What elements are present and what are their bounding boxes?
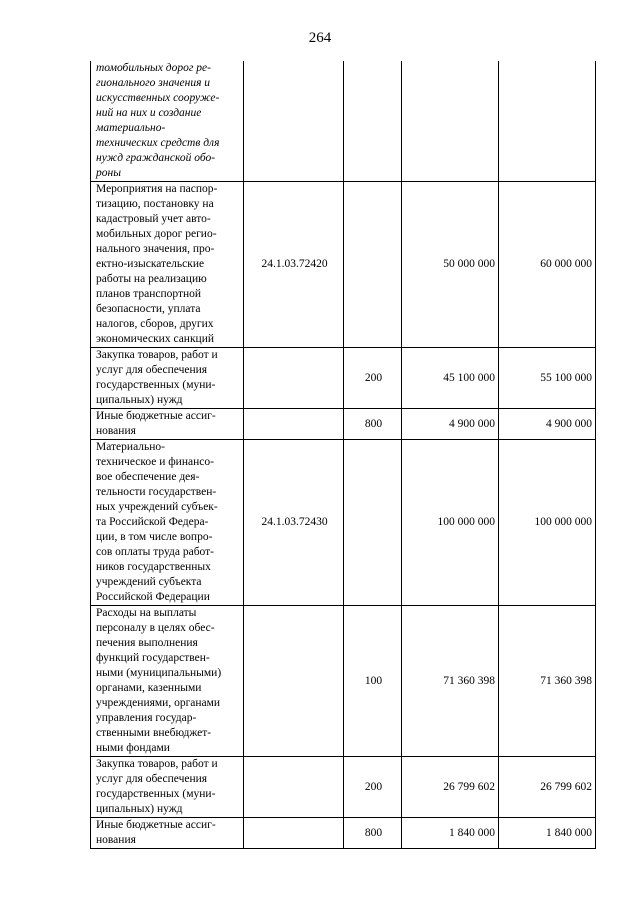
row-name: Расходы на выплаты персоналу в целях обес- печения выполнения функций государствен- ными (муниципальными) органами, казенными учреждениями, органами управления государ- ственными внебюджет- ными фондами (96, 607, 222, 754)
expense-type-cell (344, 61, 402, 182)
row-name: Иные бюджетные ассиг- нования (96, 819, 216, 846)
expense-type-cell: 800 (344, 409, 402, 440)
amount-year1-cell: 50 000 000 (402, 182, 499, 348)
amount-year2-cell: 100 000 000 (499, 440, 596, 606)
target-code-cell (244, 757, 344, 818)
expense-type-cell (344, 182, 402, 348)
expense-type-cell: 200 (344, 348, 402, 409)
expense-type-cell (344, 440, 402, 606)
row-name: Материально- техническое и финансо- вое обеспечение дея- тельности государствен- ных учреждений субъек- та Российской Федера- ции, в том числе вопро- сов оплаты труда работ- ников государственных учреждений субъекта Российской Федерации (96, 441, 218, 603)
amount-year1-cell: 4 900 000 (402, 409, 499, 440)
row-name-cell (91, 606, 244, 757)
row-name-cell (91, 757, 244, 818)
amount-year1-cell: 100 000 000 (402, 440, 499, 606)
amount-year1-cell: 26 799 602 (402, 757, 499, 818)
target-code-cell (244, 818, 344, 849)
table-row (91, 61, 596, 182)
amount-year1-cell: 45 100 000 (402, 348, 499, 409)
row-name-cell (91, 440, 244, 606)
table-row (91, 182, 596, 348)
row-name: Мероприятия на паспор- тизацию, постановку на кадастровый учет авто- мобильных дорог регио- нального значения, про- ектно-изыскательские работы на реализацию планов транспортной безопасности, уплата налогов, сборов, других экономических санкций (96, 183, 218, 345)
row-name-cell (91, 61, 244, 182)
amount-year2-cell: 26 799 602 (499, 757, 596, 818)
amount-year2-cell: 4 900 000 (499, 409, 596, 440)
page-number: 264 (308, 30, 332, 46)
row-name-cell (91, 182, 244, 348)
target-code-cell: 24.1.03.72420 (244, 182, 344, 348)
amount-year2-cell: 55 100 000 (499, 348, 596, 409)
amount-year1-cell (402, 61, 499, 182)
row-name-cell (91, 348, 244, 409)
amount-year1-cell: 71 360 398 (402, 606, 499, 757)
target-code-cell (244, 348, 344, 409)
target-code-cell: 24.1.03.72430 (244, 440, 344, 606)
row-name-cell (91, 409, 244, 440)
row-name: Закупка товаров, работ и услуг для обеспечения государственных (муни- ципальных) нужд (96, 349, 218, 406)
target-code-cell (244, 409, 344, 440)
target-code-cell (244, 606, 344, 757)
amount-year2-cell: 71 360 398 (499, 606, 596, 757)
target-code-cell (244, 61, 344, 182)
table-row (91, 818, 596, 849)
row-name-cell (91, 818, 244, 849)
amount-year1-cell: 1 840 000 (402, 818, 499, 849)
amount-year2-cell (499, 61, 596, 182)
table-row (91, 757, 596, 818)
amount-year2-cell: 1 840 000 (499, 818, 596, 849)
amount-year2-cell: 60 000 000 (499, 182, 596, 348)
table-row (91, 606, 596, 757)
expense-type-cell: 100 (344, 606, 402, 757)
row-name: Закупка товаров, работ и услуг для обеспечения государственных (муни- ципальных) нужд (96, 758, 218, 815)
table-row (91, 348, 596, 409)
expense-type-cell: 800 (344, 818, 402, 849)
expense-type-cell: 200 (344, 757, 402, 818)
row-name: Иные бюджетные ассиг- нования (96, 410, 216, 437)
row-name: томобильных дорог ре- гионального значения и искусственных сооруже- ний на них и создание материально- технических средств для нужд гражданской обо- роны (96, 62, 220, 179)
table-row (91, 440, 596, 606)
table-row (91, 409, 596, 440)
budget-table (90, 61, 596, 849)
